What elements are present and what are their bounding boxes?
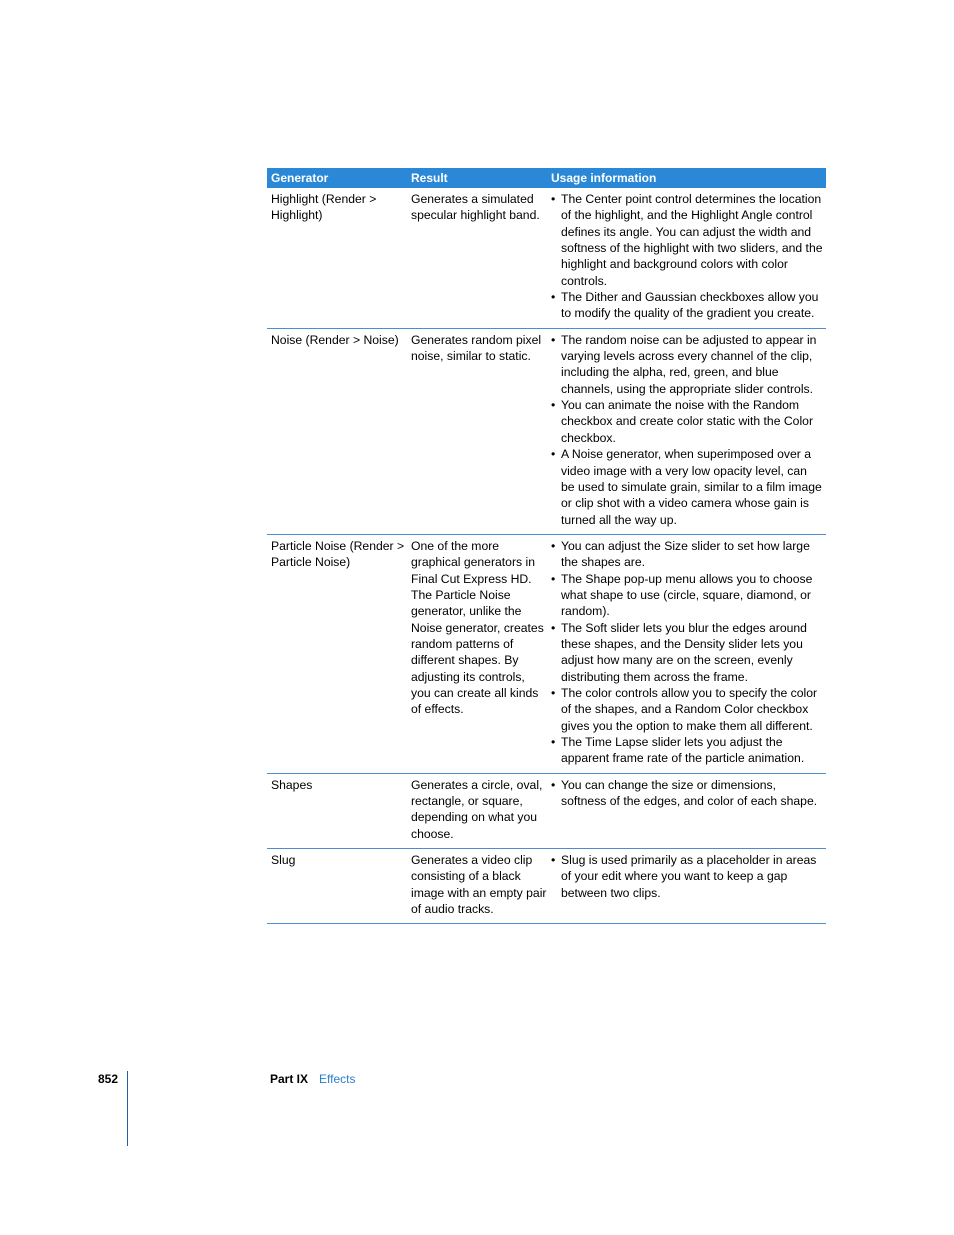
footer-divider (127, 1071, 128, 1146)
footer-part-label: Part IX (270, 1072, 309, 1086)
generator-cell: Particle Noise (Render > Particle Noise) (271, 538, 405, 570)
table-row (267, 188, 826, 329)
bullet-icon: • (551, 398, 556, 413)
usage-item: • The Soft slider lets you blur the edges around these shapes, and the Density slider lets you adjust how many are on the screen, evenly distributing them across the frame. (551, 620, 807, 684)
bullet-icon: • (551, 853, 556, 868)
usage-cell (547, 332, 826, 528)
usage-list (551, 538, 823, 767)
usage-cell (547, 191, 826, 322)
generator-cell: Noise (Render > Noise) (271, 332, 399, 347)
generator-cell: Shapes (271, 777, 313, 792)
page-number: 852 (98, 1072, 119, 1086)
result-cell: Generates random pixel noise, similar to static. (411, 332, 542, 364)
usage-list (551, 332, 823, 528)
bullet-icon: • (551, 538, 556, 553)
result-cell: Generates a circle, oval, rectangle, or square, depending on what you choose. (411, 777, 543, 841)
header-usage: Usage information (551, 171, 657, 185)
header-generator: Generator (271, 171, 329, 185)
result-cell: One of the more graphical generators in Final Cut Express HD. The Particle Noise generator, unlike the Noise generator, creates random patterns of different shapes. By adjusting its controls, you can create all kinds of effects. (411, 538, 544, 717)
table-header-row (267, 168, 826, 188)
usage-list (551, 777, 823, 810)
usage-item: • The Shape pop-up menu allows you to choose what shape to use (circle, square, diamond, or random). (551, 571, 813, 619)
generator-cell: Slug (271, 853, 296, 868)
bullet-icon: • (551, 685, 556, 700)
usage-cell (547, 538, 826, 767)
usage-item: • You can animate the noise with the Random checkbox and create color static with the Color checkbox. (551, 398, 813, 445)
bullet-icon: • (551, 571, 556, 586)
table-row (267, 849, 826, 924)
usage-item: • The Center point control determines the location of the highlight, and the Highlight Angle control defines its angle. You can adjust the width and softness of the highlight with two sliders, and the highlight and background colors with color controls. (551, 192, 823, 288)
usage-item: • Slug is used primarily as a placeholder in areas of your edit where you want to keep a gap between two clips. (551, 853, 817, 900)
usage-item: • You can adjust the Size slider to set how large the shapes are. (551, 538, 810, 570)
usage-item: • You can change the size or dimensions, softness of the edges, and color of each shape. (551, 777, 818, 809)
usage-item: • The Dither and Gaussian checkboxes allow you to modify the quality of the gradient you create. (551, 290, 819, 321)
bullet-icon: • (551, 735, 556, 749)
bullet-icon: • (551, 777, 556, 792)
usage-cell (547, 777, 826, 842)
usage-cell (547, 852, 826, 917)
usage-list (551, 852, 823, 901)
header-result: Result (411, 171, 448, 185)
generator-cell: Highlight (Render > Highlight) (271, 192, 377, 223)
usage-list (551, 191, 823, 322)
bullet-icon: • (551, 192, 556, 206)
bullet-icon: • (551, 332, 556, 347)
usage-item: • The Time Lapse slider lets you adjust the apparent frame rate of the particle animation. (551, 735, 805, 766)
result-cell: Generates a video clip consisting of a black image with an empty pair of audio tracks. (411, 853, 547, 917)
table-row (267, 535, 826, 774)
bullet-icon: • (551, 290, 556, 305)
table-row (267, 774, 826, 849)
usage-item: • The random noise can be adjusted to appear in varying levels across every channel of the clip, including the alpha, red, green, and blue channels, using the appropriate slider controls. (551, 332, 817, 396)
generator-table (267, 168, 826, 924)
result-cell: Generates a simulated specular highlight band. (411, 192, 540, 223)
table-row (267, 329, 826, 535)
bullet-icon: • (551, 620, 556, 635)
usage-item: • A Noise generator, when superimposed over a video image with a very low opacity level, can be used to simulate grain, similar to a film image or clip shot with a video camera whose gain is turned all the way up. (551, 447, 822, 527)
footer-section-link[interactable]: Effects (319, 1072, 356, 1086)
bullet-icon: • (551, 447, 556, 462)
usage-item: • The color controls allow you to specify the color of the shapes, and a Random Color checkbox gives you the option to make them all different. (551, 685, 818, 733)
